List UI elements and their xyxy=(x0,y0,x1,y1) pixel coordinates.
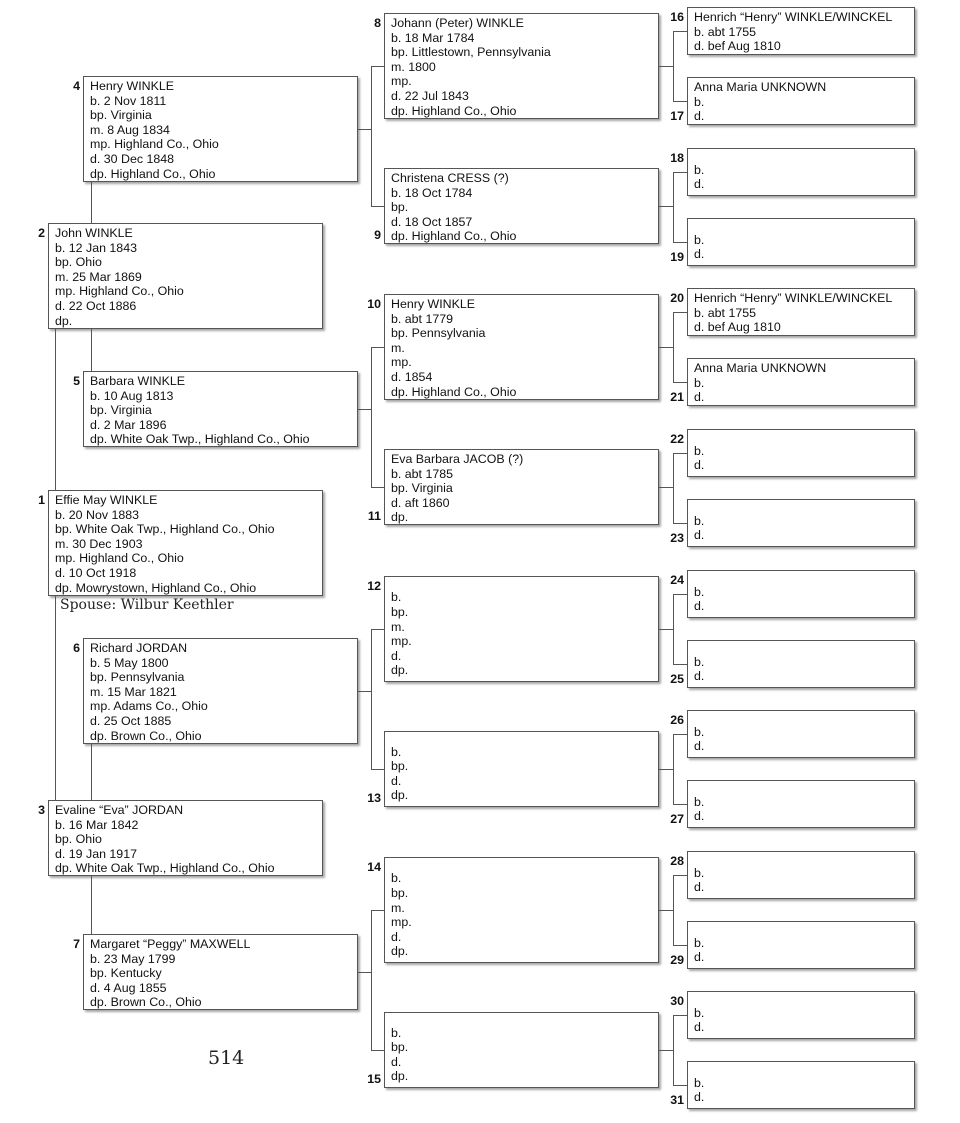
person-details xyxy=(694,725,704,754)
person-detail-line: dp. xyxy=(391,944,409,959)
person-details xyxy=(55,493,274,595)
person-box-1[interactable] xyxy=(48,490,323,596)
person-detail-line: b. 20 Nov 1883 xyxy=(55,507,140,522)
person-details xyxy=(391,171,516,244)
person-detail-line: bp. xyxy=(391,605,409,620)
person-box-20[interactable] xyxy=(687,288,915,336)
connector-line xyxy=(358,972,371,973)
connector-line xyxy=(371,769,384,770)
person-detail-line: d. bef Aug 1810 xyxy=(694,320,781,335)
person-detail-line: m. 15 Mar 1821 xyxy=(90,684,177,699)
person-details xyxy=(391,297,516,399)
person-number: 18 xyxy=(670,151,684,165)
connector-line xyxy=(91,744,92,800)
person-detail-line: b. xyxy=(694,724,705,739)
person-box-29[interactable] xyxy=(687,921,915,969)
connector-line xyxy=(673,734,674,805)
person-box-10[interactable] xyxy=(384,294,659,400)
person-box-8[interactable] xyxy=(384,13,659,119)
person-detail-line: d. xyxy=(694,950,705,965)
connector-line xyxy=(673,453,674,524)
connector-line xyxy=(371,347,372,488)
person-box-25[interactable] xyxy=(687,640,915,688)
person-name: John WINKLE xyxy=(55,226,133,240)
person-detail-line: mp. xyxy=(391,74,412,89)
person-detail-line: d. xyxy=(694,669,705,684)
person-detail-line: b. xyxy=(694,654,705,669)
person-box-5[interactable] xyxy=(83,371,358,447)
connector-line xyxy=(673,101,687,102)
person-name: Henry WINKLE xyxy=(90,79,174,93)
person-detail-line: d. xyxy=(694,390,705,405)
person-detail-line: d. 10 Oct 1918 xyxy=(55,565,137,580)
connector-line xyxy=(371,487,384,488)
person-detail-line: d. xyxy=(391,648,402,663)
person-box-3[interactable] xyxy=(48,800,323,876)
person-detail-line: d. xyxy=(391,773,402,788)
person-detail-line: d. 30 Dec 1848 xyxy=(90,151,175,166)
person-detail-line: bp. Virginia xyxy=(90,403,152,418)
person-details xyxy=(694,291,892,335)
connector-line xyxy=(91,329,92,371)
connector-line xyxy=(673,945,687,946)
person-detail-line: dp. Highland Co., Ohio xyxy=(391,384,517,399)
page-number: 514 xyxy=(208,1047,245,1069)
connector-line xyxy=(673,242,687,243)
connector-line xyxy=(371,629,372,770)
person-detail-line: d. 1854 xyxy=(391,369,433,384)
person-number: 1 xyxy=(38,493,45,507)
person-detail-line: dp. Highland Co., Ohio xyxy=(391,103,517,118)
person-detail-line: bp. xyxy=(391,200,409,215)
person-detail-line: d. xyxy=(694,1090,705,1105)
person-box-23[interactable] xyxy=(687,499,915,547)
person-detail-line: d. xyxy=(391,929,402,944)
person-detail-line: d. 18 Oct 1857 xyxy=(391,214,473,229)
person-details xyxy=(694,795,704,824)
person-details xyxy=(90,374,309,447)
person-name: Johann (Peter) WINKLE xyxy=(391,16,524,30)
connector-line xyxy=(673,594,674,665)
person-number: 31 xyxy=(670,1093,684,1107)
person-details xyxy=(391,871,412,959)
person-detail-line: b. xyxy=(391,590,402,605)
person-detail-line: mp. Highland Co., Ohio xyxy=(90,137,219,152)
person-number: 29 xyxy=(670,953,684,967)
connector-line xyxy=(659,206,673,207)
connector-line xyxy=(659,629,673,630)
connector-line xyxy=(91,876,92,934)
connector-line xyxy=(673,31,687,32)
person-number: 25 xyxy=(670,672,684,686)
person-box-6[interactable] xyxy=(83,638,358,744)
person-detail-line: d. xyxy=(694,177,705,192)
person-details xyxy=(55,226,184,328)
person-detail-line: d. xyxy=(391,1054,402,1069)
person-name: Richard JORDAN xyxy=(90,641,188,655)
person-detail-line: d. xyxy=(694,109,705,124)
person-name: Christena CRESS (?) xyxy=(391,171,509,185)
person-details xyxy=(694,444,704,473)
person-detail-line: b. 18 Mar 1784 xyxy=(391,30,475,45)
person-detail-line: m. 30 Dec 1903 xyxy=(55,536,143,551)
person-detail-line: mp. Adams Co., Ohio xyxy=(90,699,208,714)
connector-line xyxy=(358,129,371,130)
person-number: 9 xyxy=(374,228,381,242)
person-detail-line: bp. Virginia xyxy=(90,108,152,123)
person-name: Anna Maria UNKNOWN xyxy=(694,361,827,375)
person-detail-line: b. xyxy=(694,162,705,177)
connector-line xyxy=(91,182,92,223)
person-detail-line: d. xyxy=(694,1020,705,1035)
person-box-31[interactable] xyxy=(687,1061,915,1109)
person-detail-line: b. xyxy=(694,513,705,528)
person-detail-line: d. xyxy=(694,458,705,473)
person-detail-line: d. xyxy=(694,599,705,614)
person-number: 7 xyxy=(73,937,80,951)
person-number: 27 xyxy=(670,812,684,826)
person-detail-line: mp. Highland Co., Ohio xyxy=(55,284,184,299)
person-name: Henrich “Henry” WINKLE/WINCKEL xyxy=(694,291,893,305)
person-detail-line: mp. xyxy=(391,915,412,930)
person-box-21[interactable] xyxy=(687,358,915,406)
person-detail-line: mp. xyxy=(391,634,412,649)
connector-line xyxy=(673,312,687,313)
person-detail-line: d. bef Aug 1810 xyxy=(694,39,781,54)
person-number: 13 xyxy=(367,791,381,805)
person-detail-line: dp. xyxy=(391,663,409,678)
person-details xyxy=(694,80,826,124)
connector-line xyxy=(371,347,384,348)
person-detail-line: dp. White Oak Twp., Highland Co., Ohio xyxy=(90,432,310,447)
person-detail-line: bp. xyxy=(391,1040,409,1055)
person-details xyxy=(391,452,523,525)
person-detail-line: bp. Ohio xyxy=(55,832,102,847)
connector-line xyxy=(55,596,56,800)
connector-line xyxy=(371,206,384,207)
person-box-18[interactable] xyxy=(687,148,915,196)
person-name: Henrich “Henry” WINKLE/WINCKEL xyxy=(694,10,893,24)
person-detail-line: b. abt 1785 xyxy=(391,466,454,481)
person-number: 22 xyxy=(670,432,684,446)
person-box-24[interactable] xyxy=(687,570,915,618)
person-box-9[interactable] xyxy=(384,168,659,244)
person-details xyxy=(391,1026,408,1084)
connector-line xyxy=(673,1015,674,1086)
connector-line xyxy=(659,347,673,348)
person-detail-line: b. xyxy=(694,935,705,950)
connector-line xyxy=(673,734,687,735)
person-box-27[interactable] xyxy=(687,780,915,828)
person-details xyxy=(694,361,826,405)
connector-line xyxy=(673,453,687,454)
person-box-4[interactable] xyxy=(83,76,358,182)
person-number: 20 xyxy=(670,291,684,305)
person-box-26[interactable] xyxy=(687,710,915,758)
person-number: 3 xyxy=(38,803,45,817)
person-detail-line: d. 22 Oct 1886 xyxy=(55,298,137,313)
person-detail-line: d. 25 Oct 1885 xyxy=(90,713,172,728)
person-box-14[interactable] xyxy=(384,857,659,963)
person-detail-line: b. xyxy=(694,443,705,458)
person-name: Barbara WINKLE xyxy=(90,374,186,388)
person-number: 5 xyxy=(73,374,80,388)
person-details xyxy=(694,10,892,54)
person-box-12[interactable] xyxy=(384,576,659,682)
person-detail-line: b. 18 Oct 1784 xyxy=(391,185,473,200)
person-detail-line: bp. Pennsylvania xyxy=(90,670,185,685)
person-details xyxy=(391,16,551,118)
person-details xyxy=(694,585,704,614)
person-details xyxy=(391,590,412,678)
connector-line xyxy=(673,523,687,524)
person-detail-line: m. xyxy=(391,900,405,915)
person-details xyxy=(694,655,704,684)
connector-line xyxy=(673,1015,687,1016)
person-detail-line: d. aft 1860 xyxy=(391,495,450,510)
person-detail-line: b. 10 Aug 1813 xyxy=(90,388,174,403)
person-detail-line: bp. xyxy=(391,759,409,774)
connector-line xyxy=(371,66,384,67)
person-details xyxy=(694,936,704,965)
person-box-30[interactable] xyxy=(687,991,915,1039)
person-detail-line: b. xyxy=(694,94,705,109)
person-detail-line: m. 8 Aug 1834 xyxy=(90,122,170,137)
person-detail-line: b. xyxy=(391,1025,402,1040)
person-number: 4 xyxy=(73,79,80,93)
person-number: 19 xyxy=(670,250,684,264)
connector-line xyxy=(358,691,371,692)
connector-line xyxy=(673,664,687,665)
person-number: 28 xyxy=(670,854,684,868)
person-box-15[interactable] xyxy=(384,1012,659,1088)
person-name: Henry WINKLE xyxy=(391,297,475,311)
person-name: Effie May WINKLE xyxy=(55,493,158,507)
person-box-16[interactable] xyxy=(687,7,915,55)
person-detail-line: dp. Highland Co., Ohio xyxy=(391,229,517,244)
person-number: 21 xyxy=(670,390,684,404)
person-detail-line: b. 23 May 1799 xyxy=(90,951,176,966)
person-detail-line: d. 19 Jan 1917 xyxy=(55,846,137,861)
person-detail-line: b. xyxy=(694,1005,705,1020)
connector-line xyxy=(673,804,687,805)
connector-line xyxy=(371,910,384,911)
person-detail-line: d. xyxy=(694,739,705,754)
connector-line xyxy=(659,487,673,488)
person-details xyxy=(694,1076,704,1105)
connector-line xyxy=(371,629,384,630)
person-detail-line: b. xyxy=(694,865,705,880)
person-details xyxy=(694,163,704,192)
person-name: Anna Maria UNKNOWN xyxy=(694,80,827,94)
person-details xyxy=(90,79,219,181)
person-detail-line: b. 5 May 1800 xyxy=(90,655,169,670)
person-number: 8 xyxy=(374,16,381,30)
person-detail-line: bp. Virginia xyxy=(391,481,453,496)
person-number: 11 xyxy=(367,509,381,523)
person-detail-line: bp. White Oak Twp., Highland Co., Ohio xyxy=(55,522,275,537)
connector-line xyxy=(673,172,687,173)
person-details xyxy=(694,514,704,543)
person-detail-line: dp. Brown Co., Ohio xyxy=(90,995,202,1010)
connector-line xyxy=(358,409,371,410)
connector-line xyxy=(371,910,372,1051)
person-detail-line: dp. xyxy=(55,313,73,328)
person-detail-line: b. xyxy=(694,1075,705,1090)
person-number: 26 xyxy=(670,713,684,727)
person-detail-line: d. 22 Jul 1843 xyxy=(391,88,469,103)
person-number: 10 xyxy=(367,297,381,311)
person-detail-line: dp. xyxy=(391,510,409,525)
person-details xyxy=(90,937,250,1010)
person-detail-line: dp. Mowrystown, Highland Co., Ohio xyxy=(55,580,257,595)
person-detail-line: b. 16 Mar 1842 xyxy=(55,817,139,832)
person-detail-line: d. xyxy=(694,809,705,824)
spouse-note: Spouse: Wilbur Keethler xyxy=(60,597,234,613)
person-number: 24 xyxy=(670,573,684,587)
person-detail-line: b. xyxy=(694,794,705,809)
person-number: 17 xyxy=(670,109,684,123)
person-box-28[interactable] xyxy=(687,851,915,899)
person-name: Margaret “Peggy” MAXWELL xyxy=(90,937,251,951)
person-number: 6 xyxy=(73,641,80,655)
connector-line xyxy=(659,66,673,67)
person-detail-line: dp. xyxy=(391,788,409,803)
person-detail-line: m. 1800 xyxy=(391,59,436,74)
person-detail-line: d. 2 Mar 1896 xyxy=(90,417,167,432)
person-box-17[interactable] xyxy=(687,77,915,125)
connector-line xyxy=(673,382,687,383)
connector-line xyxy=(371,1050,384,1051)
person-details xyxy=(55,803,274,876)
person-detail-line: m. 25 Mar 1869 xyxy=(55,269,142,284)
person-details xyxy=(694,233,704,262)
person-detail-line: b. xyxy=(694,584,705,599)
person-detail-line: dp. Brown Co., Ohio xyxy=(90,728,202,743)
connector-line xyxy=(673,875,674,946)
person-detail-line: b. 12 Jan 1843 xyxy=(55,240,137,255)
person-detail-line: b. abt 1755 xyxy=(694,305,757,320)
person-details xyxy=(90,641,208,743)
person-detail-line: m. xyxy=(391,619,405,634)
person-detail-line: b. xyxy=(391,871,402,886)
person-box-13[interactable] xyxy=(384,731,659,807)
person-detail-line: b. xyxy=(694,232,705,247)
person-detail-line: d. xyxy=(694,247,705,262)
person-number: 2 xyxy=(38,226,45,240)
person-detail-line: mp. Highland Co., Ohio xyxy=(55,551,184,566)
person-detail-line: d. 4 Aug 1855 xyxy=(90,980,167,995)
person-detail-line: bp. Kentucky xyxy=(90,966,162,981)
person-detail-line: bp. Pennsylvania xyxy=(391,326,486,341)
person-details xyxy=(694,866,704,895)
person-number: 14 xyxy=(367,860,381,874)
connector-line xyxy=(659,910,673,911)
connector-line xyxy=(673,172,674,243)
person-number: 12 xyxy=(367,579,381,593)
person-box-2[interactable] xyxy=(48,223,323,329)
connector-line xyxy=(659,1050,673,1051)
person-box-11[interactable] xyxy=(384,449,659,525)
person-detail-line: dp. Highland Co., Ohio xyxy=(90,166,216,181)
person-details xyxy=(391,745,408,803)
person-detail-line: m. xyxy=(391,340,405,355)
person-details xyxy=(694,1006,704,1035)
person-detail-line: d. xyxy=(694,880,705,895)
person-detail-line: dp. White Oak Twp., Highland Co., Ohio xyxy=(55,861,275,876)
person-detail-line: dp. xyxy=(391,1069,409,1084)
person-detail-line: bp. Ohio xyxy=(55,255,102,270)
person-box-22[interactable] xyxy=(687,429,915,477)
connector-line xyxy=(673,594,687,595)
person-detail-line: b. abt 1755 xyxy=(694,24,757,39)
person-name: Eva Barbara JACOB (?) xyxy=(391,452,524,466)
person-detail-line: b. xyxy=(391,744,402,759)
connector-line xyxy=(673,31,674,102)
connector-line xyxy=(55,329,56,490)
person-detail-line: d. xyxy=(694,528,705,543)
person-number: 16 xyxy=(670,10,684,24)
person-number: 15 xyxy=(367,1072,381,1086)
connector-line xyxy=(673,1085,687,1086)
person-detail-line: bp. xyxy=(391,886,409,901)
connector-line xyxy=(659,769,673,770)
person-number: 23 xyxy=(670,531,684,545)
connector-line xyxy=(673,875,687,876)
person-box-7[interactable] xyxy=(83,934,358,1010)
person-detail-line: b. 2 Nov 1811 xyxy=(90,93,167,108)
person-name: Evaline “Eva” JORDAN xyxy=(55,803,184,817)
person-detail-line: b. xyxy=(694,375,705,390)
connector-line xyxy=(371,66,372,207)
person-number: 30 xyxy=(670,994,684,1008)
person-box-19[interactable] xyxy=(687,218,915,266)
connector-line xyxy=(673,312,674,383)
person-detail-line: b. abt 1779 xyxy=(391,311,454,326)
person-detail-line: mp. xyxy=(391,355,412,370)
person-detail-line: bp. Littlestown, Pennsylvania xyxy=(391,45,551,60)
